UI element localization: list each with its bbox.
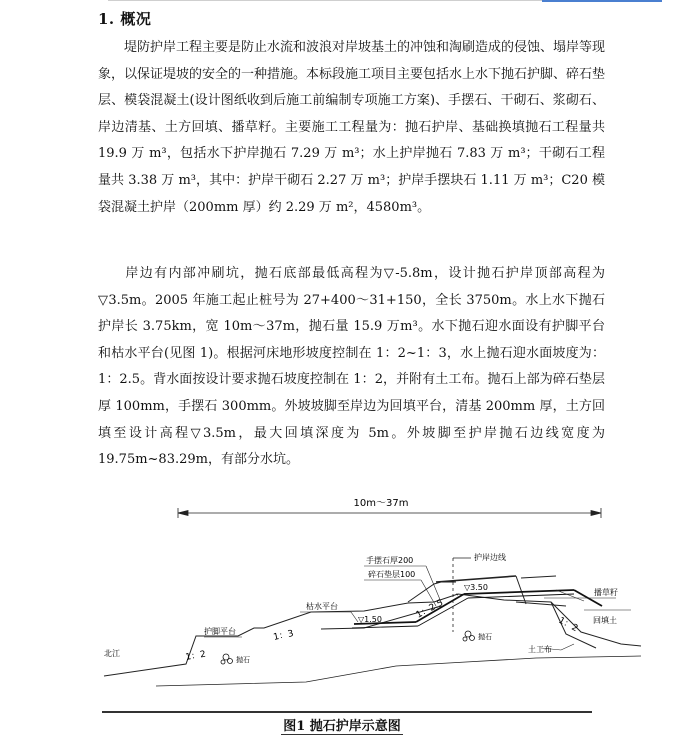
paragraph-1-text: 堤防护岸工程主要是防止水流和波浪对岸坡基土的冲蚀和淘刷造成的侵蚀、塌岸等现象，以保证堤坡的安全的一种措施。本标段施工项目主要包括水上水下抛石护脚、碎石垫层、模袋混凝土(设计图纸收到后施工前编制专项施工方案)、手摆石、干砌石、浆砌石、岸边清基、土方回填、播草籽。主要施工工程量为：抛石护岸、基础换填抛石工程量共 19.9 万 m³，包括水下护岸抛石 7.29 万 m³；水上护岸抛石 7.83 万 m³；干砌石工程量共 3.38 万 m³，其中：护岸干砌石 2.27 万 m³；护岸手摆块石 1.11 万 m³；C20 模袋混凝土护岸（200mm 厚）约 2.29 万 m²，4580m³。 [98,40,606,215]
riprap-label-left: 抛石 [236,656,250,664]
section-heading [98,8,151,29]
elevation-1-50: ▽1.50 [358,615,382,624]
riprap-label-right: 抛石 [478,633,492,641]
backfill-label: 回填土 [593,616,617,625]
revetment-diagram [96,494,656,714]
header-accent-bar [542,0,662,2]
elevation-3-50: ▽3.50 [464,583,488,592]
river-label: 北江 [104,649,120,658]
width-label: 10m～37m [353,498,409,509]
slope-label-1-2-5: 1：2.5 [414,598,446,621]
slope-label-right: 1：2 [556,615,580,635]
caption-rule [102,711,592,713]
slope-label-1-3: 1：3 [272,628,295,643]
revetment-line-label: 护岸边线 [474,553,506,562]
hand-stone-label: 手摆石厚200 [366,556,414,565]
paragraph-overview [98,35,605,221]
riverbed-line [156,656,641,686]
figure-caption [0,715,684,734]
gravel-layer-label: 碎石垫层100 [368,570,416,579]
geotextile-label: 土工布 [528,645,552,654]
riprap-symbol-left [221,654,233,664]
section-title: 概况 [120,10,152,28]
slope-label-left: 1：2 [184,649,207,663]
low-water-platform-label: 枯水平台 [306,602,338,611]
width-dimension [178,508,601,518]
figure-caption-text: 图1 抛石护岸示意图 [283,719,401,734]
riprap-symbol-right [463,631,475,641]
paragraph-2-text: 岸边有内部冲刷坑，抛石底部最低高程为▽-5.8m，设计抛石护岸顶部高程为▽3.5m。2005 年施工起止桩号为 27+400～31+150，全长 3750m。水上水下抛石护岸长 3.75km，宽 10m～37m，抛石量 15.9 万m³。水下抛石迎水面设有护脚平台和枯水平台(见图 1)。根据河床地形坡度控制在 1：2~1：3，水上抛石迎水面坡度为：1：2.5。背水面按设计要求抛石坡度控制在 1：2，并附有土工布。抛石上部为碎石垫层厚 100mm，手摆石 300mm。外坡坡脚至岸边为回填平台，清基 200mm 厚，土方回填至设计高程▽3.5m，最大回填深度为 5m。外坡脚至护岸抛石边线宽度为 19.75m~83.29m，有部分水坑。 [98,266,605,468]
header-rule [108,0,608,1]
section-number: 1. [98,10,115,28]
grass-seeding-label: 播草籽 [594,588,618,597]
paragraph-bank-details [98,261,605,474]
toe-platform-label: 护脚平台 [204,627,236,636]
